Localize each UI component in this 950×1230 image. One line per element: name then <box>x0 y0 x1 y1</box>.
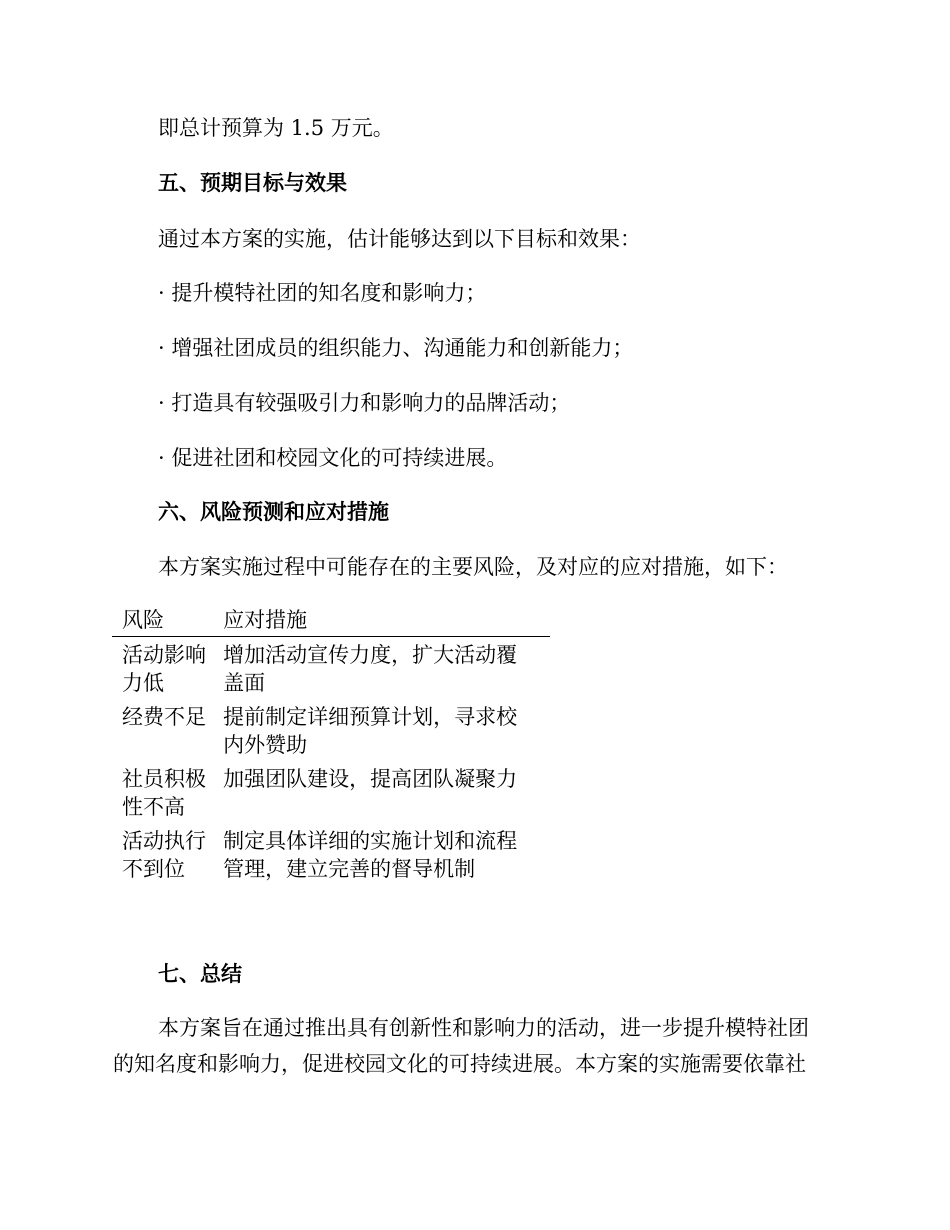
goal-item-2: · 增强社团成员的组织能力、沟通能力和创新能力； <box>158 336 634 360</box>
risk-cell: 经费不足 <box>122 705 206 729</box>
measure-cell: 提前制定详细预算计划，寻求校内外赞助 <box>223 705 518 757</box>
section7-heading: 七、总结 <box>158 962 242 986</box>
goal-item-1: · 提升模特社团的知名度和影响力； <box>158 281 487 305</box>
section7-line-2: 的知名度和影响力，促进校园文化的可持续进展。本方案的实施需要依靠社 <box>113 1052 806 1076</box>
section5-heading: 五、预期目标与效果 <box>158 171 347 195</box>
table-row <box>112 699 550 761</box>
measure-cell: 加强团队建设，提高团队凝聚力 <box>223 767 518 791</box>
measure-cell: 增加活动宣传力度，扩大活动覆盖面 <box>223 643 518 695</box>
budget-total-line: 即总计预算为 1.5 万元。 <box>158 116 394 140</box>
measure-cell: 制定具体详细的实施计划和流程管理，建立完善的督导机制 <box>223 829 518 881</box>
risk-cell: 活动影响力低 <box>122 643 206 695</box>
section6-intro: 本方案实施过程中可能存在的主要风险，及对应的应对措施，如下： <box>158 555 788 579</box>
risk-table-header-row <box>112 606 550 637</box>
table-row <box>112 637 550 700</box>
section5-intro: 通过本方案的实施，估计能够达到以下目标和效果： <box>158 227 641 251</box>
risk-table-header-risk: 风险 <box>112 606 213 637</box>
risk-table <box>112 606 550 885</box>
section7-paragraph <box>113 1010 828 1082</box>
goal-item-4: · 促进社团和校园文化的可持续进展。 <box>158 446 508 470</box>
table-row <box>112 823 550 885</box>
goal-item-3: · 打造具有较强吸引力和影响力的品牌活动； <box>158 391 571 415</box>
risk-table-header-measure: 应对措施 <box>213 606 550 637</box>
section7-line-1: 本方案旨在通过推出具有创新性和影响力的活动，进一步提升模特社团 <box>158 1016 809 1040</box>
table-row <box>112 761 550 823</box>
risk-cell: 活动执行不到位 <box>122 829 206 881</box>
section6-heading: 六、风险预测和应对措施 <box>158 500 389 524</box>
risk-cell: 社员积极性不高 <box>122 767 206 819</box>
